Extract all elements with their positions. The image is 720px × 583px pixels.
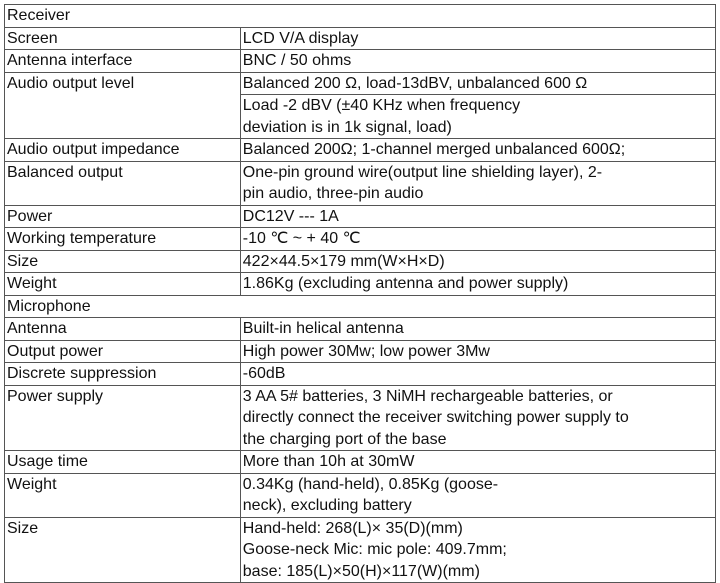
spec-value: 3 AA 5# batteries, 3 NiMH rechargeable batteries, or directly connect the receiver switching power supply to the charging port of the base: [240, 385, 715, 451]
spec-value: -10 ℃ ~ + 40 ℃: [240, 228, 715, 251]
spec-value: More than 10h at 30mW: [240, 451, 715, 474]
spec-label: Antenna interface: [5, 50, 241, 73]
spec-label: Size: [5, 250, 241, 273]
spec-value: LCD V/A display: [240, 27, 715, 50]
spec-label: Working temperature: [5, 228, 241, 251]
spec-value: Built-in helical antenna: [240, 318, 715, 341]
section-title: Microphone: [5, 295, 716, 318]
section-header-row: [5, 5, 716, 28]
table-row: [5, 517, 716, 583]
spec-label: Weight: [5, 273, 241, 296]
table-row: [5, 139, 716, 162]
spec-label: Audio output level: [5, 72, 241, 139]
table-row: [5, 473, 716, 517]
spec-label: Screen: [5, 27, 241, 50]
table-row: [5, 205, 716, 228]
table-row: [5, 318, 716, 341]
spec-label: Antenna: [5, 318, 241, 341]
section-header-row: [5, 295, 716, 318]
spec-label: Weight: [5, 473, 241, 517]
spec-label: Balanced output: [5, 161, 241, 205]
spec-value: One-pin ground wire(output line shielding layer), 2- pin audio, three-pin audio: [240, 161, 715, 205]
table-row: [5, 250, 716, 273]
spec-label: Size: [5, 517, 241, 583]
spec-label: Output power: [5, 340, 241, 363]
table-row: [5, 72, 716, 95]
spec-value: Balanced 200Ω; 1-channel merged unbalanced 600Ω;: [240, 139, 715, 162]
spec-value: High power 30Mw; low power 3Mw: [240, 340, 715, 363]
spec-value: Balanced 200 Ω, load-13dBV, unbalanced 600 Ω: [240, 72, 715, 95]
spec-value: Hand-held: 268(L)× 35(D)(mm) Goose-neck Mic: mic pole: 409.7mm; base: 185(L)×50(H)×117(W)(mm): [240, 517, 715, 583]
spec-value: 0.34Kg (hand-held), 0.85Kg (goose- neck), excluding battery: [240, 473, 715, 517]
spec-table-body: [5, 5, 716, 583]
table-row: [5, 27, 716, 50]
spec-label: Audio output impedance: [5, 139, 241, 162]
spec-label: Power supply: [5, 385, 241, 451]
table-row: [5, 451, 716, 474]
spec-label: Power: [5, 205, 241, 228]
table-row: [5, 385, 716, 451]
spec-label: Usage time: [5, 451, 241, 474]
table-row: [5, 363, 716, 386]
spec-value: -60dB: [240, 363, 715, 386]
spec-value: BNC / 50 ohms: [240, 50, 715, 73]
table-row: [5, 340, 716, 363]
table-row: [5, 161, 716, 205]
spec-value: 1.86Kg (excluding antenna and power supply): [240, 273, 715, 296]
section-title: Receiver: [5, 5, 716, 28]
table-row: [5, 273, 716, 296]
table-row: [5, 50, 716, 73]
spec-value: Load -2 dBV (±40 KHz when frequency deviation is in 1k signal, load): [240, 95, 715, 139]
spec-value: DC12V --- 1A: [240, 205, 715, 228]
spec-table: [4, 4, 716, 583]
spec-value: 422×44.5×179 mm(W×H×D): [240, 250, 715, 273]
table-row: [5, 228, 716, 251]
spec-label: Discrete suppression: [5, 363, 241, 386]
